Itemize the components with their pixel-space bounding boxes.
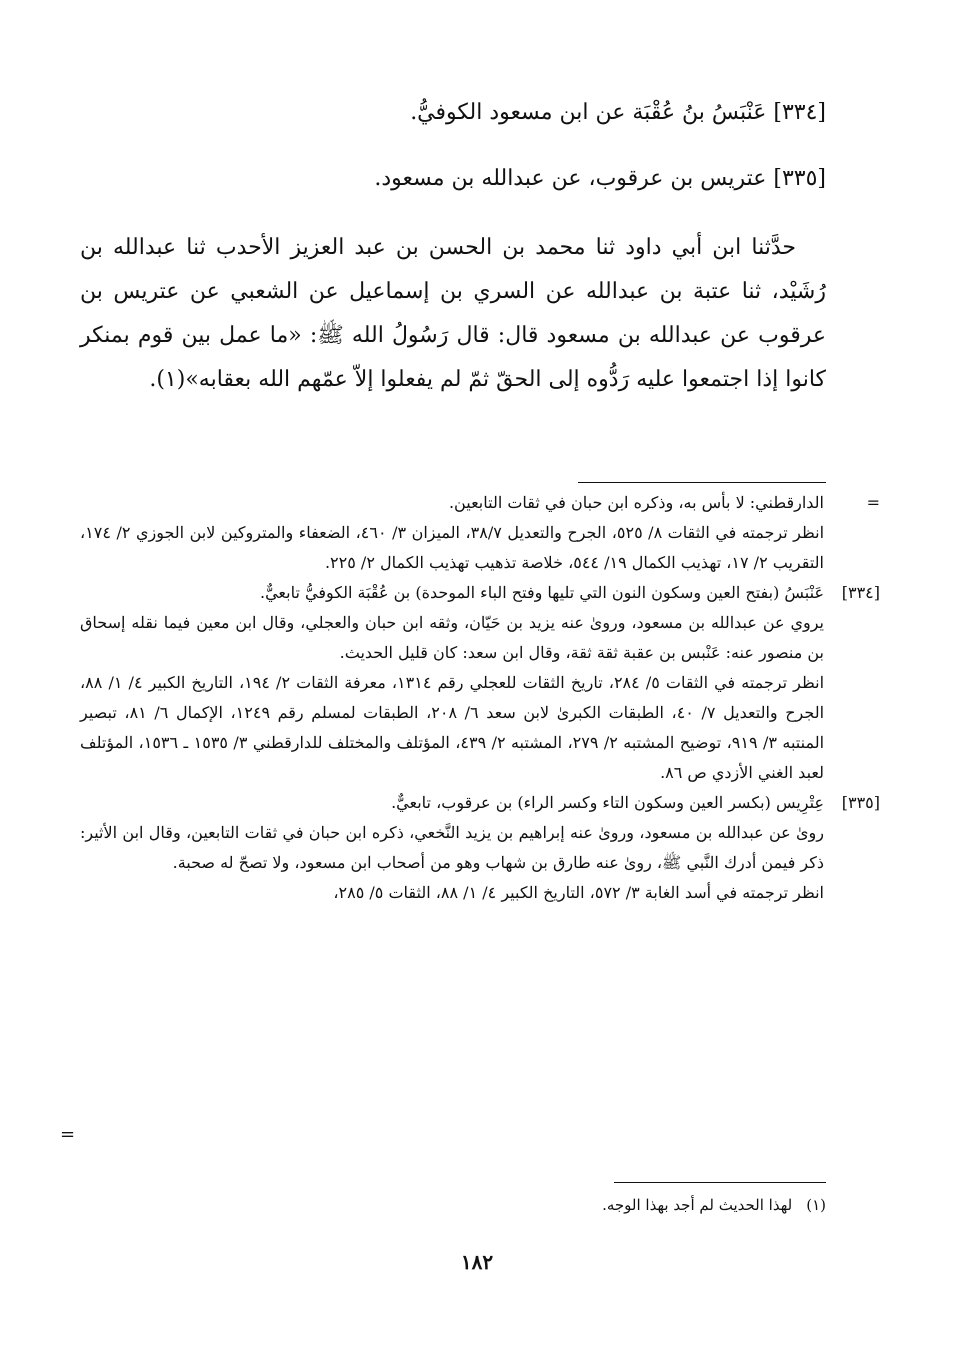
entry-heading-335: [٣٣٥] عتريس بن عرقوب، عن عبدالله بن مسعود. [374,166,826,191]
note-335 [80,788,880,818]
note-335-biography: روىٰ عن عبدالله بن مسعود، وروىٰ عنه إبراهيم بن يزيد النَّخعي، ذكره ابن حبان في ثقات التابعين، وقال ابن الأثير: ذكر فيمن أدرك النَّبي ﷺ، روىٰ عنه طارق بن شهاب وهو من أصحاب ابن مسعود، ولا تصحّ له صحبة. [80,823,824,872]
note-number-334: [٣٣٤] [841,583,880,602]
footnote-number: (١) [806,1196,826,1214]
hadith-paragraph: حدَّثنا ابن أبي داود ثنا محمد بن الحسن بن عبد العزيز الأحدب ثنا عبدالله بن رُشَيْد، ثنا عتبة بن عبدالله عن السري بن إسماعيل عن الشعبي عن عتريس بن عرقوب عن عبدالله بن مسعود قال: قال رَسُولُ الله ﷺ: «ما عمل بين قوم بمنكر كانوا إذا اجتمعوا عليه رَدُّوه إلى الحقّ ثمّ لم يفعلوا إلاّ عمّهم الله بعقابه»(١). [80,235,826,392]
page-number: ١٨٢ [460,1250,494,1274]
note-335-references: انظر ترجمته في أسد الغابة ٣/ ٥٧٢، التاريخ الكبير ٤/ ١/ ٨٨، الثقات ٥/ ٢٨٥، [333,883,824,902]
note-334-references: انظر ترجمته في الثقات ٥/ ٢٨٤، تاريخ الثقات للعجلي رقم ١٣١٤، معرفة الثقات ٢/ ١٩٤، التاريخ الكبير ٤/ ١/ ٨٨، الجرح والتعديل ٧/ ٤٠، الطبقات الكبرىٰ لابن سعد ٦/ ٢٠٨، الطبقات لمسلم رقم ١٢٤٩، الإكمال ٦/ ٨١، تبصير المنتبه ٣/ ٩١٩، توضيح المشتبه ٢/ ٢٧٩، المشتبه ٢/ ٤٣٩، المؤتلف والمختلف للدارقطني ٣/ ١٥٣٥ ـ ١٥٣٦، المؤتلف لعبد الغني الأزدي ص ٨٦. [80,673,825,782]
entry-heading-334: [٣٣٤] عَنْبَسُ بنُ عُقْبَة عن ابن مسعود الكوفيُّ. [410,100,826,125]
note-continuation [80,488,880,518]
footnote-divider [614,1182,826,1183]
note-number-335: [٣٣٥] [841,793,880,812]
note-334-title: عَنْبَسُ (بفتح العين وسكون النون التي تليها وفتح الباء الموحدة) بن عُقْبَة الكوفيُّ تابعيٌّ. [259,583,824,602]
footnotes-divider [578,482,826,483]
hadith-text [80,226,826,402]
continued-marker: = [60,1124,76,1145]
note-335-title: عِتْرِيس (بكسر العين وسكون التاء وكسر الراء) بن عرقوب، تابعيٌّ. [391,793,824,812]
commentary-notes [80,488,880,908]
note-334 [80,578,880,608]
note-334-biography: يروي عن عبدالله بن مسعود، وروىٰ عنه يزيد بن حَيّان، وثقه ابن حبان والعجلي، وقال ابن معين فيما نقله إسحاق بن منصور عنه: عَنْبس بن عقبة ثقة ثقة، وقال ابن سعد: كان قليل الحديث. [80,613,824,662]
note-continuation-text: الدارقطني: لا بأس به، وذكره ابن حبان في ثقات التابعين. [448,493,824,512]
footnote-text: لهذا الحديث لم أجد بهذا الوجه. [602,1196,793,1214]
continuation-marker: = [866,493,880,512]
footnote [602,1196,826,1214]
note-continuation-references: انظر ترجمته في الثقات ٨/ ٥٢٥، الجرح والتعديل ٣٨/٧، الميزان ٣/ ٤٦٠، الضعفاء والمتروكين لابن الجوزي ٢/ ١٧٤، التقريب ٢/ ١٧، تهذيب الكمال ١٩/ ٥٤٤، خلاصة تذهيب تهذيب الكمال ٢/ ٢٢٥. [80,523,825,572]
